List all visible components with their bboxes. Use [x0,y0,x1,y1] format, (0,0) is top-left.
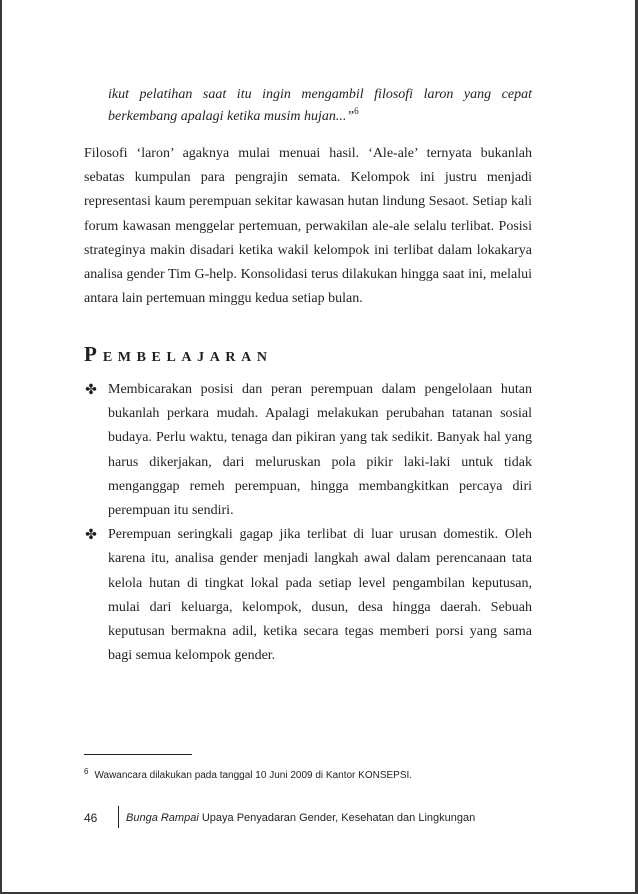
running-title-text: Upaya Penyadaran Gender, Kesehatan dan Lingkungan [198,812,476,824]
quote-line-2-text: berkembang apalagi ketika musim hujan...” [108,109,355,124]
section-heading-initial: P [84,342,103,366]
page-footer [84,806,544,828]
lesson-list [84,378,532,668]
quote-line-1: ikut pelatihan saat itu ingin mengambil filosofi laron yang cepat [108,87,532,102]
body-paragraph: Filosofi ‘laron’ agaknya mulai menuai hasil. ‘Ale-ale’ ternyata bukanlah sebatas kumpulan para pengrajin semata. Kelompok ini justru menjadi representasi kaum perempuan sekitar kawasan hutan lindung Sesaot. Setiap kali forum kawasan menggelar pertemuan, perwakilan ale-ale selalu terlibat. Posisi strateginya makin disadari ketika wakil kelompok ini terlibat dalam lokakarya analisa gender Tim G-help. Konsolidasi terus dilakukan hingga saat ini, melalui antara lain pertemuan minggu kedua setiap bulan. [84,146,532,307]
scan-edge-left [0,0,2,894]
fleuron-bullet-icon: ✤ [85,382,97,398]
lesson-item-text: Perempuan seringkali gagap jika terlibat di luar urusan domestik. Oleh karena itu, analisa gender menjadi langkah awal dalam perencanaan tata kelola hutan di tingkat lokal pada setiap level pengambilan keputusan, mulai dari keluarga, kelompok, dusun, desa hingga daerah. Sebuah keputusan bermakna adil, ketika secara tegas memberi porsi yang sama bagi semua kelompok gender. [108,527,532,664]
footnote-reference: 6 [354,106,359,116]
interview-quote [108,84,532,128]
running-title [126,811,475,825]
section-heading-rest: EMBELAJARAN [102,350,273,365]
lesson-item-text: Membicarakan posisi dan peran perempuan dalam pengelolaan hutan bukanlah perkara mudah. Apalagi melakukan perubahan tatanan sosial budaya. Perlu waktu, tenaga dan pikiran yang tak sedikit. Banyak hal yang harus dikerjakan, dari meluruskan pola pikir laki-laki untuk tidak menganggap remeh perempuan, hingga membangkitkan percaya diri perempuan itu sendiri. [108,382,532,519]
footnote-text: Wawancara dilakukan pada tanggal 10 Juni 2009 di Kantor KONSEPSI. [94,770,413,781]
footnote-separator [84,754,192,755]
section-heading [84,343,532,369]
footnote-number: 6 [84,767,89,776]
quote-line-2 [108,106,532,128]
lesson-item [84,378,532,523]
running-title-series: Bunga Rampai [126,812,199,824]
lesson-item [84,523,532,668]
footer-divider [118,806,119,828]
footnote [84,769,544,783]
fleuron-bullet-icon: ✤ [85,527,97,544]
page-number: 46 [84,811,98,825]
